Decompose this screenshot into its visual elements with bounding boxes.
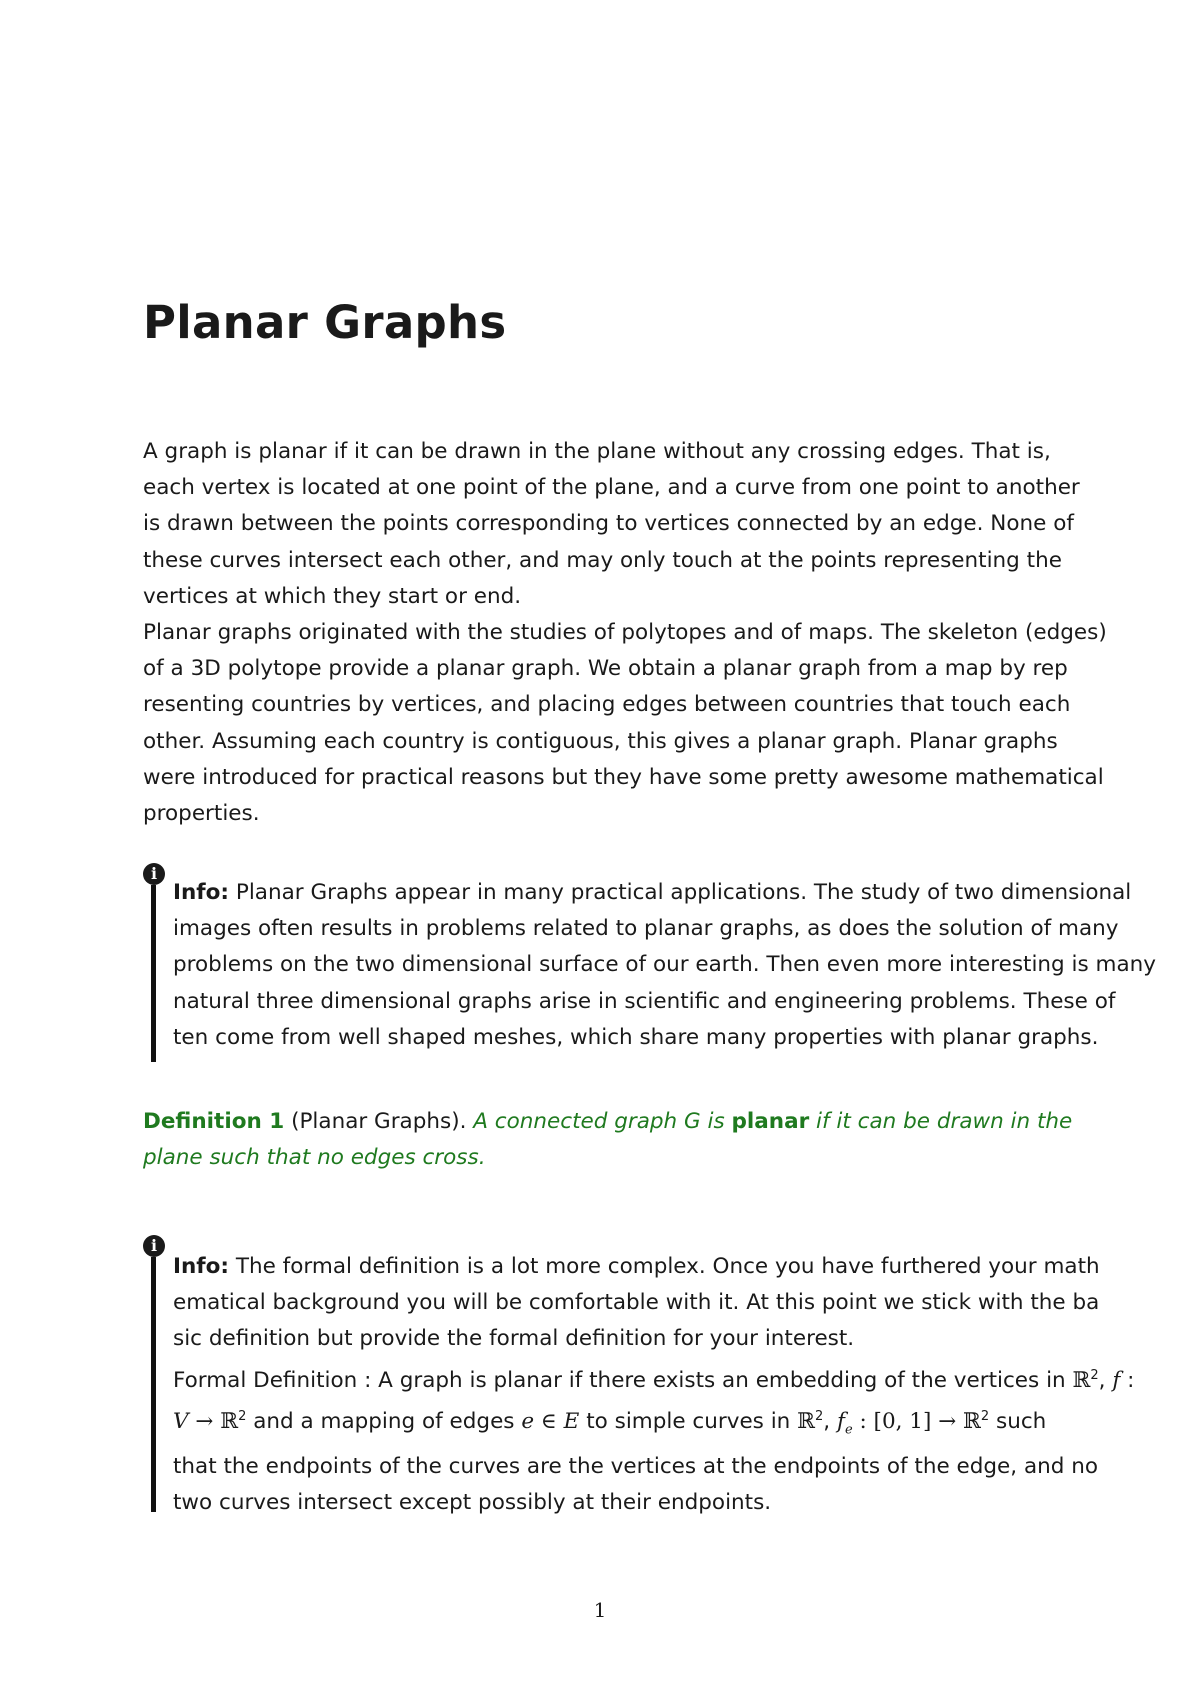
info-label: Info: <box>173 1254 230 1279</box>
paragraph-line: were introduced for practical reasons but they have some pretty awesome mathematical <box>143 764 1104 790</box>
intro-paragraph <box>143 434 1107 832</box>
definition-label: Definition 1 <box>143 1109 285 1134</box>
paragraph-line: vertices at which they start or end. <box>143 583 522 609</box>
paragraph-line: is drawn between the points corresponding to vertices connected by an edge. None of <box>143 511 1074 537</box>
info-icon: i <box>143 863 165 885</box>
info-line: natural three dimensional graphs arise in scientific and engineering problems. These of <box>173 988 1116 1014</box>
paragraph-line: resenting countries by vertices, and placing edges between countries that touch each <box>143 692 1071 718</box>
paragraph-line: A graph is planar if it can be drawn in the plane without any crossing edges. That is, <box>143 439 1051 464</box>
formal-definition-line: Formal Definition : A graph is planar if there exists an embedding of the vertices in ℝ$^2$, f : <box>173 1367 1135 1393</box>
info-icon: i <box>143 1235 165 1257</box>
info-box-1: Info: Planar Graphs appear in many practical applications. The study of two dimensional images often results in problems related to planar graphs, as does the solution of many problems on the two dimensional surface of our earth. Then even more interesting is many natural three dimensional graphs arise in scientific and engineering problems. These of ten come from well shaped meshes, which share many properties with planar graphs. <box>173 875 1133 1056</box>
paragraph-line: these curves intersect each other, and may only touch at the points representing the <box>143 547 1062 573</box>
page-number: 1 <box>593 1598 607 1622</box>
info-box-2: Info: The formal definition is a lot more complex. Once you have furthered your math ematical background you will be comfortable with it. At this point we stick with the ba sic definition but provide the formal definition for your interest. Formal Definition : A graph is planar if there exists an embedding of the vertices in ℝ$^2$, f : V → ℝ$^2$ and a mapping of edges e ∈ E to simple curves in ℝ$^2$, $f_e$ : [0, 1] → ℝ$^2$ such that the endpoints of the curves are the vertices at the endpoints of the edge, and no two curves intersect except possibly at their endpoints. <box>173 1254 1135 1515</box>
paragraph-line: Planar graphs originated with the studies of polytopes and of maps. The skeleton (edges) <box>143 620 1107 646</box>
info-line: ten come from well shaped meshes, which share many properties with planar graphs. <box>173 1024 1099 1050</box>
info-line: images often results in problems related to planar graphs, as does the solution of many <box>173 916 1119 942</box>
info-line: problems on the two dimensional surface of our earth. Then even more interesting is many <box>173 952 1157 978</box>
definition-name: (Planar Graphs). <box>291 1109 467 1134</box>
definition-block: Definition 1 (Planar Graphs). A connected graph G is planar if it can be drawn in the plane such that no edges cross. <box>143 1109 1073 1171</box>
paragraph-line: of a 3D polytope provide a planar graph. We obtain a planar graph from a map by rep <box>143 656 1068 682</box>
paragraph-line: properties. <box>143 801 260 827</box>
page-title: Planar Graphs <box>143 296 507 349</box>
info-bar <box>151 1257 156 1512</box>
paragraph-line: each vertex is located at one point of the plane, and a curve from one point to another <box>143 475 1080 501</box>
definition-term: planar <box>731 1109 810 1134</box>
info-bar <box>151 885 156 1062</box>
paragraph-line: other. Assuming each country is contiguous, this gives a planar graph. Planar graphs <box>143 728 1058 754</box>
info-label: Info: <box>173 880 230 905</box>
formal-definition-line: V → ℝ$^2$ and a mapping of edges e ∈ E to simple curves in ℝ$^2$, $f_e$ : [0, 1] → ℝ$^2$ such <box>173 1408 1047 1438</box>
